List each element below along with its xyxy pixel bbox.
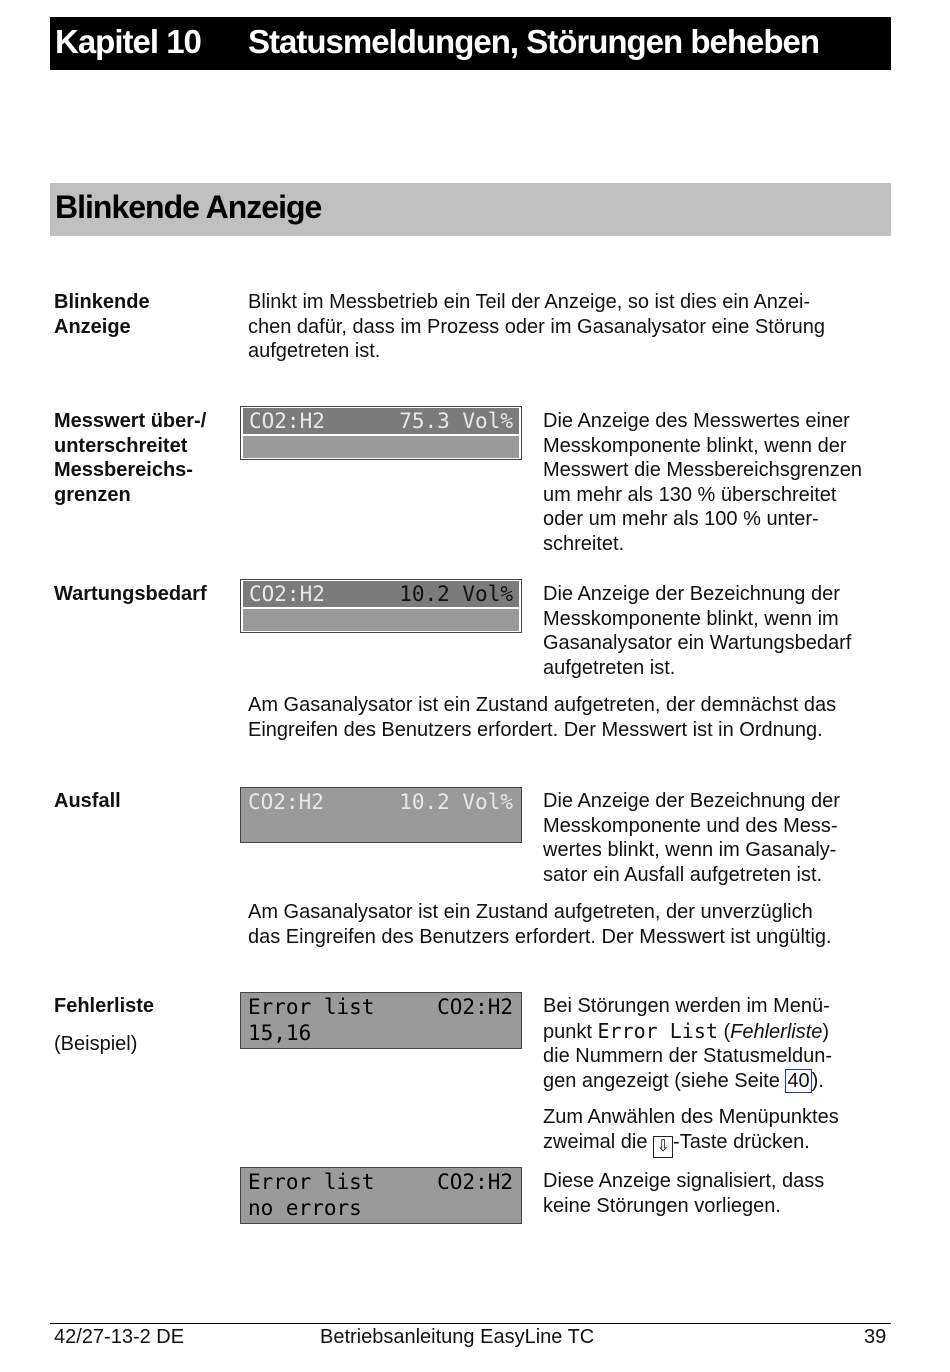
maintenance-note [248,693,836,742]
blink-label-line: Blinkende [54,291,150,313]
text-line: oder um mehr als 100 % unter- [543,508,819,530]
failure-label: Ausfall [54,790,121,812]
errorlist-label: Fehlerliste [54,995,155,1017]
text-line [543,1019,832,1045]
lcd-value: 10.2 Vol% [399,790,513,814]
text-line: schreitet. [543,532,625,555]
lcd-row-empty [243,609,519,631]
lcd-value: 10.2 Vol% [399,582,513,606]
lcd-row [248,994,513,1020]
limits-label [54,409,206,507]
lcd-menu: Error list [248,995,375,1019]
menu-item-code: Error List [597,1018,718,1043]
text-line: sator ein Ausfall aufgetreten ist. [543,863,823,886]
text-line: Messwert die Messbereichsgrenzen [543,459,863,481]
lcd-row [243,408,519,434]
lcd-row [248,1020,513,1046]
text-line [543,1069,832,1094]
footer-rule [50,1323,891,1324]
text-line: Die Anzeige der Bezeichnung der [543,583,840,605]
chapter-title: Statusmeldungen, Störungen beheben [248,23,820,60]
text-line: Die Anzeige der Bezeichnung der [543,790,840,812]
text-line: die Nummern der Statusmeldun- [543,1045,833,1067]
lcd-status: no errors [248,1196,362,1220]
maintenance-label: Wartungsbedarf [54,583,207,605]
lcd-display-maintenance [240,579,522,633]
lcd-row [248,1195,513,1221]
lcd-row [248,789,513,815]
lcd-row-empty [243,436,519,458]
text-fragment: -Taste drücken. [673,1130,810,1153]
text-line: Zum Anwählen des Menüpunktes [543,1106,839,1128]
text-fragment: ). [811,1069,824,1092]
text-line: um mehr als 130 % überschreitet [543,483,837,506]
text-line: aufgetreten ist. [543,656,676,679]
lcd-component: CO2:H2 [249,582,325,606]
text-line: Blinkt im Messbetrieb ein Teil der Anzeige, so ist dies ein Anzei- [248,291,811,313]
blink-label-line: Anzeige [54,315,131,338]
label-line: Messbereichs- [54,459,193,481]
lcd-component: CO2:H2 [248,790,324,814]
lcd-row [243,581,519,607]
lcd-display-limits [240,406,522,460]
text-line: Messkomponente und des Mess- [543,814,838,837]
text-line: Die Anzeige des Messwertes einer [543,410,850,432]
limits-description [543,409,862,556]
lcd-component: CO2:H2 [437,1170,513,1194]
text-line: Eingreifen des Benutzers erfordert. Der Messwert ist in Ordnung. [248,718,823,741]
lcd-row [248,1169,513,1195]
label-line: grenzen [54,483,131,506]
footer-page-number: 39 [864,1326,887,1348]
text-line: aufgetreten ist. [248,340,381,362]
section-header [50,183,891,236]
blink-label [54,290,150,339]
text-fragment: zweimal die [543,1130,654,1153]
lcd-display-failure [240,787,522,843]
text-line: Am Gasanalysator ist ein Zustand aufgetreten, der demnächst das [248,694,837,716]
failure-note [248,900,832,949]
lcd-menu: Error list [248,1170,375,1194]
blink-description [248,290,825,364]
errorlist-description [543,994,832,1093]
text-line: Gasanalysator ein Wartungsbedarf [543,632,852,654]
text-line: Am Gasanalysator ist ein Zustand aufgetreten, der unverzüglich [248,901,813,923]
page-reference-link[interactable]: 40 [787,1069,810,1092]
lcd-display-errorlist [240,992,522,1049]
text-line: Bei Störungen werden im Menü- [543,995,830,1017]
footer-doc-number: 42/27-13-2 DE [54,1326,185,1348]
lcd-value: 75.3 Vol% [399,409,513,433]
lcd-component: CO2:H2 [437,995,513,1019]
text-line: wertes blinkt, wenn im Gasanaly- [543,839,837,861]
lcd-error-numbers: 15,16 [248,1021,312,1045]
text-fragment: ) [822,1020,830,1043]
text-line: Messkomponente blinkt, wenn der [543,434,847,457]
text-fragment: gen angezeigt (siehe Seite [543,1069,786,1092]
text-line: das Eingreifen des Benutzers erfordert. Der Messwert ist ungültig. [248,925,832,948]
lcd-display-no-errors [240,1167,522,1224]
text-fragment: punkt [543,1020,598,1043]
text-line [543,1130,839,1158]
text-fragment: ( [717,1020,731,1043]
section-title: Blinkende Anzeige [55,189,322,225]
no-errors-description [543,1169,824,1218]
chapter-header [50,17,891,70]
label-line: Messwert über-/ [54,410,207,432]
errorlist-select-instructions [543,1105,839,1158]
chapter-number: Kapitel 10 [55,23,201,60]
footer-manual-title: Betriebsanleitung EasyLine TC [320,1326,595,1348]
failure-description [543,789,840,887]
lcd-component: CO2:H2 [249,409,325,433]
text-line: chen dafür, dass im Prozess oder im Gasanalysator eine Störung [248,315,825,338]
down-arrow-key-icon: ⇩ [653,1136,673,1158]
menu-item-translation: Fehlerliste [730,1020,823,1043]
text-line: Messkomponente blinkt, wenn im [543,607,839,630]
label-line: unterschreitet [54,434,188,457]
maintenance-description [543,582,851,680]
text-line: Diese Anzeige signalisiert, dass [543,1170,825,1192]
text-line: keine Störungen vorliegen. [543,1194,781,1217]
errorlist-sublabel: (Beispiel) [54,1033,138,1055]
